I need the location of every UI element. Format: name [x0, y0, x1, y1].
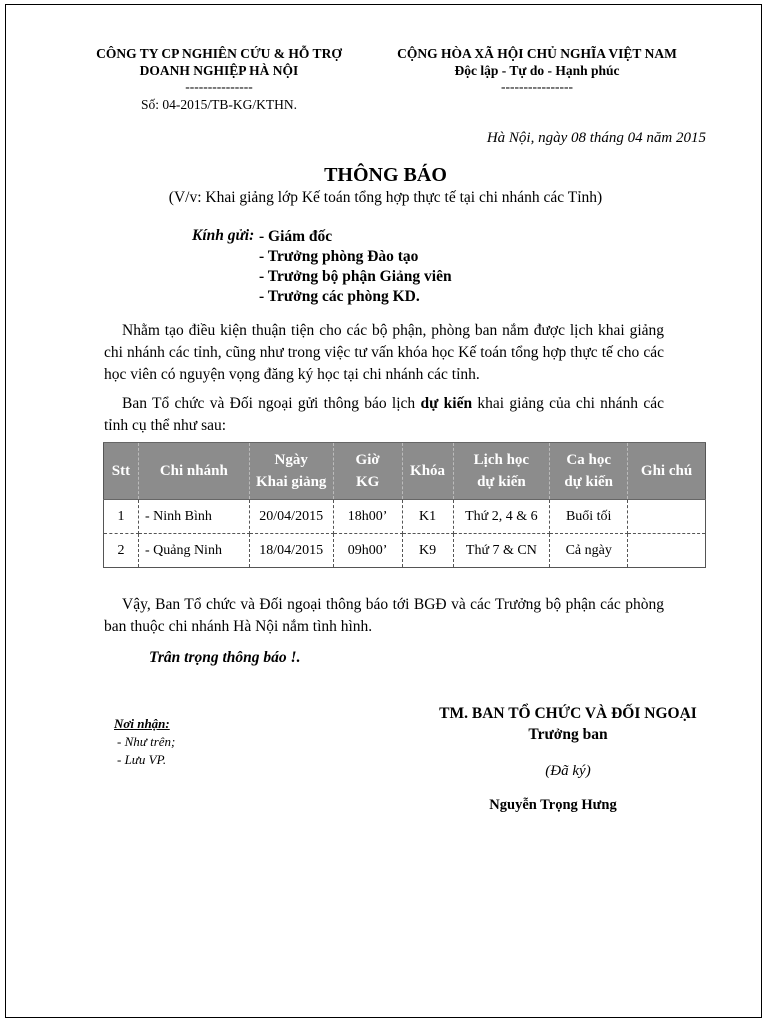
nation-divider: ---------------- [501, 79, 573, 94]
table-cell: - Ninh Bình [138, 500, 249, 534]
column-header: Lịch học dự kiến [453, 443, 550, 500]
recipients-footer-list [117, 733, 175, 769]
table-cell [628, 534, 706, 568]
recipient-item: - Giám đốc [259, 228, 333, 245]
recipient-item: - Trưởng bộ phận Giảng viên [259, 268, 452, 285]
table-cell: 09h00’ [333, 534, 402, 568]
emphasis-text: dự kiến [420, 395, 473, 412]
signer-name: Nguyễn Trọng Hưng [489, 797, 617, 813]
list-item: - Như trên; [117, 734, 176, 749]
schedule-table [103, 442, 706, 568]
document-subject: (V/v: Khai giảng lớp Kế toán tổng hợp thực tế tại chi nhánh các Tỉnh) [168, 189, 603, 206]
company-name-line1: CÔNG TY CP NGHIÊN CỨU & HỖ TRỢ [96, 46, 342, 61]
table-cell: Buổi tối [550, 500, 628, 534]
column-header: Giờ KG [333, 443, 402, 500]
body-paragraph-1: Nhằm tạo điều kiện thuận tiện cho các bộ phận, phòng ban nắm được lịch khai giảng chi nhánh các tỉnh, cũng như trong việc tư vấn khóa học Kế toán tổng hợp thực tế cho các học viên có nguyện vọng đăng ký học tại chi nhánh các tỉnh. [104, 322, 664, 383]
table-cell: 2 [104, 534, 139, 568]
recipient-item: - Trưởng các phòng KD. [259, 288, 420, 305]
table-cell: Cả ngày [550, 534, 628, 568]
signature-title: Trưởng ban [528, 726, 608, 743]
table-cell: 18/04/2015 [249, 534, 333, 568]
signature-note: (Đã ký) [545, 763, 591, 779]
column-header: Ghi chú [628, 443, 706, 500]
table-cell: 1 [104, 500, 139, 534]
table-cell: K9 [402, 534, 453, 568]
document-title: THÔNG BÁO [324, 164, 447, 186]
table-cell: 18h00’ [333, 500, 402, 534]
column-header: Ca học dự kiến [550, 443, 628, 500]
signature-organization: TM. BAN TỔ CHỨC VÀ ĐỐI NGOẠI [439, 705, 697, 722]
column-header: Ngày Khai giảng [249, 443, 333, 500]
company-name-line2: DOANH NGHIỆP HÀ NỘI [139, 63, 299, 78]
table-cell: Thứ 2, 4 & 6 [453, 500, 550, 534]
nation-motto: Độc lập - Tự do - Hạnh phúc [454, 63, 620, 78]
table-cell: - Quảng Ninh [138, 534, 249, 568]
table-cell: 20/04/2015 [249, 500, 333, 534]
column-header: Khóa [402, 443, 453, 500]
recipients-list [259, 227, 452, 307]
table-cell [628, 500, 706, 534]
closing-line: Trân trọng thông báo !. [149, 649, 301, 666]
recipient-item: - Trưởng phòng Đào tạo [259, 248, 419, 265]
column-header: Chi nhánh [138, 443, 249, 500]
document-number: Số: 04-2015/TB-KG/KTHN. [141, 97, 297, 112]
nation-title: CỘNG HÒA XÃ HỘI CHỦ NGHĨA VIỆT NAM [397, 46, 677, 61]
list-item: - Lưu VP. [117, 752, 167, 767]
table-header-row [104, 443, 706, 500]
recipients-label: Kính gửi: [192, 227, 255, 244]
body-paragraph-3: Vậy, Ban Tổ chức và Đối ngoại thông báo tới BGĐ và các Trưởng bộ phận các phòng ban thuộc chi nhánh Hà Nội nắm tình hình. [104, 596, 664, 635]
date-line: Hà Nội, ngày 08 tháng 04 năm 2015 [486, 130, 706, 146]
table-cell: K1 [402, 500, 453, 534]
column-header: Stt [104, 443, 139, 500]
table-cell: Thứ 7 & CN [453, 534, 550, 568]
body-paragraph-2: Ban Tổ chức và Đối ngoại gửi thông báo lịch dự kiến khai giảng của chi nhánh các tỉnh cụ thể như sau: [104, 395, 664, 434]
table-row [104, 500, 706, 534]
table-row [104, 534, 706, 568]
recipients-footer-label: Nơi nhận: [114, 716, 170, 731]
company-divider: --------------- [185, 79, 253, 94]
